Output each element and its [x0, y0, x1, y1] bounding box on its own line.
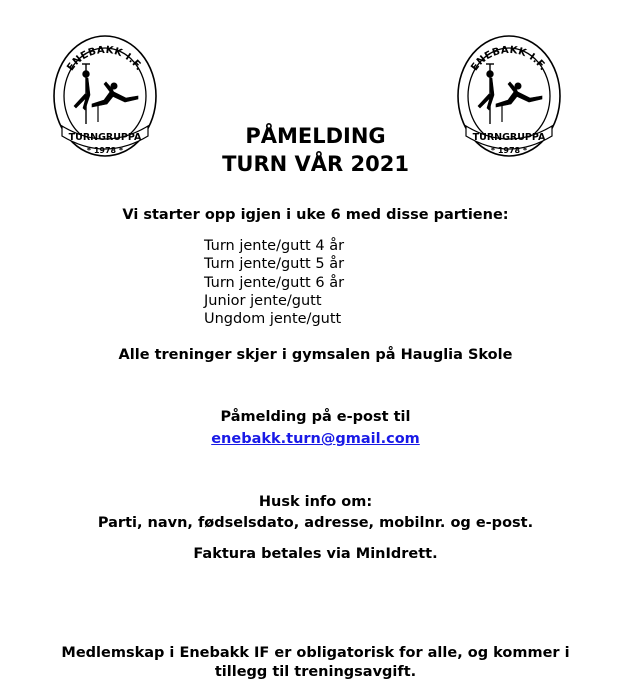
info-fields: Parti, navn, fødselsdato, adresse, mobilnr. og e-post. [97, 515, 534, 531]
list-item: Junior jente/gutt [204, 292, 322, 309]
email-link[interactable]: enebakk.turn@gmail.com [211, 431, 420, 447]
list-item: Ungdom jente/gutt [204, 311, 342, 328]
list-item: Turn jente/gutt 6 år [204, 274, 345, 291]
party-list [204, 237, 344, 328]
signup-label: Påmelding på e-post til [220, 409, 411, 425]
logo-club-name: ENEBAKK I.F. [469, 44, 549, 74]
location-text: Alle treninger skjer i gymsalen på Hauglia Skole [118, 347, 513, 363]
info-heading: Husk info om: [258, 494, 373, 510]
list-item: Turn jente/gutt 5 år [204, 256, 345, 273]
logo-club-name: ENEBAKK I.F. [65, 44, 145, 74]
membership-line1: Medlemskap i Enebakk IF er obligatorisk for alle, og kommer i [61, 645, 570, 661]
logo-group-name: TURNGRUPPA [472, 132, 546, 143]
logo-year: * 1978 * [86, 146, 124, 155]
invoice-text: Faktura betales via MinIdrett. [193, 546, 438, 562]
membership-line2: tillegg til treningsavgift. [214, 664, 417, 680]
page-title-line2: TURN VÅR 2021 [222, 152, 409, 176]
page-title-line1: PÅMELDING [245, 124, 386, 148]
logo-group-name: TURNGRUPPA [68, 132, 142, 143]
intro-text: Vi starter opp igjen i uke 6 med disse partiene: [122, 207, 509, 223]
list-item: Turn jente/gutt 4 år [204, 238, 345, 254]
signup-email-row [0, 429, 631, 449]
logo-year: * 1978 * [490, 146, 528, 155]
